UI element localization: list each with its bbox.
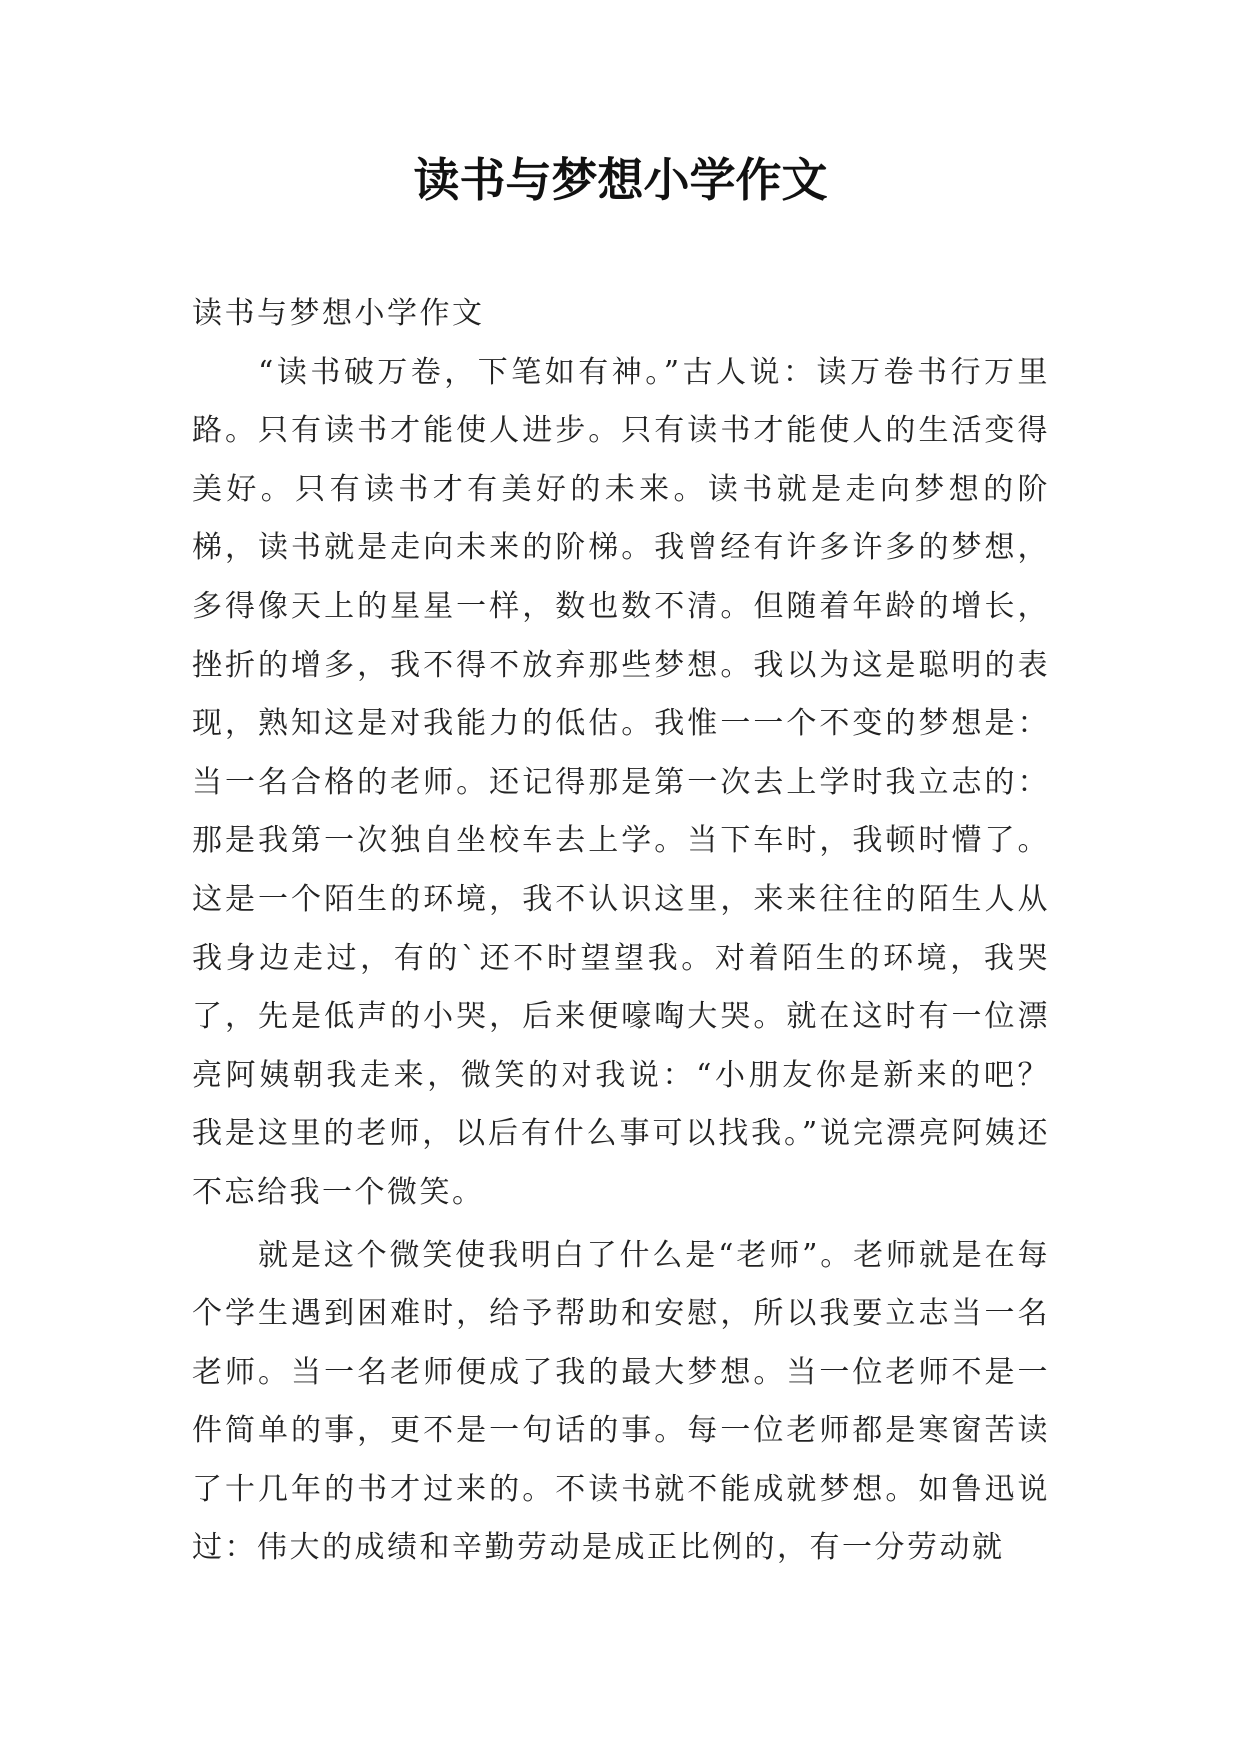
document-title: 读书与梦想小学作文: [413, 153, 828, 207]
body-paragraph: 就是这个微笑使我明白了什么是“老师”。老师就是在每个学生遇到困难时，给予帮助和安慰，所以我要立志当一名老师。当一名老师便成了我的最大梦想。当一位老师不是一件简单的事，更不是一句话的事。每一位老师都是寒窗苦读了十几年的书才过来的。不读书就不能成就梦想。如鲁迅说过：伟大的成绩和辛勤劳动是成正比例的，有一分劳动就: [192, 1237, 1050, 1566]
document-subtitle: 读书与梦想小学作文: [192, 296, 485, 331]
body-paragraph: “读书破万卷，下笔如有神。”古人说：读万卷书行万里路。只有读书才能使人进步。只有读书才能使人的生活变得美好。只有读书才有美好的未来。读书就是走向梦想的阶梯，读书就是走向未来的阶梯。我曾经有许多许多的梦想，多得像天上的星星一样，数也数不清。但随着年龄的增长，挫折的增多，我不得不放弃那些梦想。我以为这是聪明的表现，熟知这是对我能力的低估。我惟一一个不变的梦想是：当一名合格的老师。还记得那是第一次去上学时我立志的：那是我第一次独自坐校车去上学。当下车时，我顿时懵了。这是一个陌生的环境，我不认识这里，来来往往的陌生人从我身边走过，有的`还不时望望我。对着陌生的环境，我哭了，先是低声的小哭，后来便嚎啕大哭。就在这时有一位漂亮阿姨朝我走来，微笑的对我说：“小朋友你是新来的吧？我是这里的老师，以后有什么事可以找我。”说完漂亮阿姨还不忘给我一个微笑。: [192, 354, 1050, 1210]
document-body: [192, 285, 1050, 1578]
